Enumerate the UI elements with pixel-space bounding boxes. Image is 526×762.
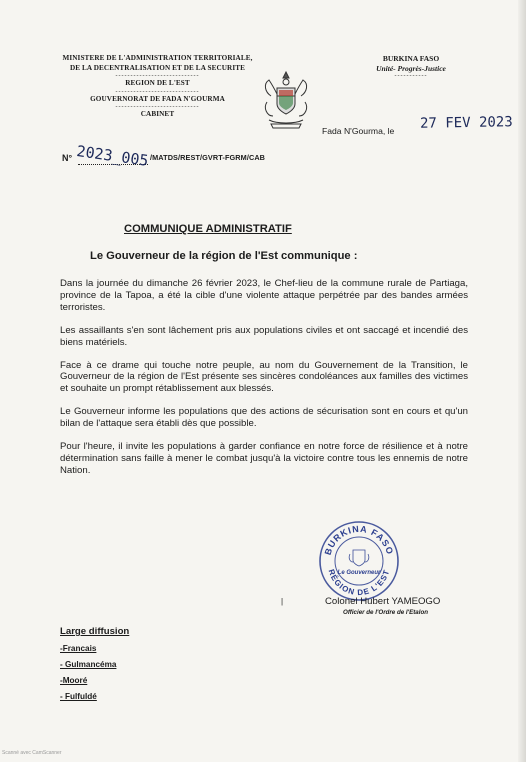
- scanner-watermark: Scanné avec CamScanner: [2, 750, 62, 756]
- reference-code: /MATDS/REST/GVRT-FGRM/CAB: [150, 153, 266, 162]
- country-motto: Unité- Progrès-Justice: [376, 63, 446, 73]
- communique-body: [60, 278, 468, 488]
- stamp-center-text: Le Gouverneur: [337, 570, 381, 576]
- country-header: [356, 54, 466, 79]
- region-line: REGION DE L'EST: [125, 79, 190, 88]
- reference-prefix: N°: [62, 153, 73, 163]
- governorate-line: GOUVERNORAT DE FADA N'GOURMA: [90, 94, 225, 103]
- svg-text:BURKINA FASO: [323, 524, 396, 556]
- coat-of-arms-icon: [255, 66, 317, 136]
- paragraph: Face à ce drame qui touche notre peuple, au nom du Gouvernement de la Transition, le Gouverneur de la région de l'Est présente ses sincères condoléances aux familles des victimes et souhaite un prompt rétablissement aux blessés.: [60, 359, 468, 395]
- paragraph: Pour l'heure, il invite les populations à garder confiance en notre force de résilience et à notre détermination sans faille à mener le combat jusqu'à la victoire contre tous les ennemis de notre Nation.: [60, 441, 468, 476]
- handwritten-reference-number: 2023_005: [75, 142, 150, 170]
- ministry-line-1: MINISTERE DE L'ADMINISTRATION TERRITORIALE,: [62, 54, 253, 62]
- country-name: BURKINA FASO: [382, 54, 440, 63]
- official-stamp: [318, 520, 400, 602]
- stamp-top-text: BURKINA FASO: [322, 523, 396, 557]
- cabinet-line: CABINET: [140, 110, 175, 119]
- stamp-bottom-text: RÉGION DE L'EST: [326, 568, 392, 598]
- distribution-title: Large diffusion: [60, 626, 130, 637]
- signatory-title: Officier de l'Ordre de l'Etalon: [343, 609, 429, 616]
- ministry-header: [40, 54, 275, 120]
- list-item: -Francais: [60, 644, 97, 653]
- header-separator: ----------------------------: [115, 104, 200, 111]
- header-separator: ----------------------------: [115, 73, 200, 80]
- paragraph: Dans la journée du dimanche 26 février 2023, le Chef-lieu de la commune rurale de Partiaga, province de la Tapoa, a été la cible d'une violente attaque perpétrée par des bandes armées terroristes.: [60, 278, 468, 313]
- list-item: -Mooré: [60, 676, 88, 685]
- paragraph: Les assaillants s'en sont lâchement pris aux populations civiles et ont saccagé et incendié des biens matériels.: [60, 324, 468, 348]
- distribution-list: [60, 641, 116, 705]
- handwritten-date: 27 FEV 2023: [419, 114, 513, 132]
- ministry-line-2: DE LA DECENTRALISATION ET DE LA SECURITE: [69, 63, 246, 72]
- header-separator: ----------------------------: [115, 88, 200, 95]
- signatory-name: Colonel Hubert YAMEOGO: [325, 596, 441, 607]
- signature-mark: |: [281, 597, 284, 606]
- document-title: COMMUNIQUE ADMINISTRATIF: [124, 223, 292, 235]
- document-subtitle: Le Gouverneur de la région de l'Est communique :: [90, 250, 358, 262]
- header-separator: -----------: [394, 73, 428, 79]
- list-item: - Fulfuldé: [60, 692, 97, 701]
- paragraph: Le Gouverneur informe les populations que des actions de sécurisation sont en cours et qu'un bilan de l'attaque sera établi dès que possible.: [60, 406, 468, 430]
- date-place: Fada N'Gourma, le: [322, 126, 395, 136]
- page-edge-shadow: [518, 0, 526, 762]
- list-item: - Gulmancéma: [60, 660, 117, 669]
